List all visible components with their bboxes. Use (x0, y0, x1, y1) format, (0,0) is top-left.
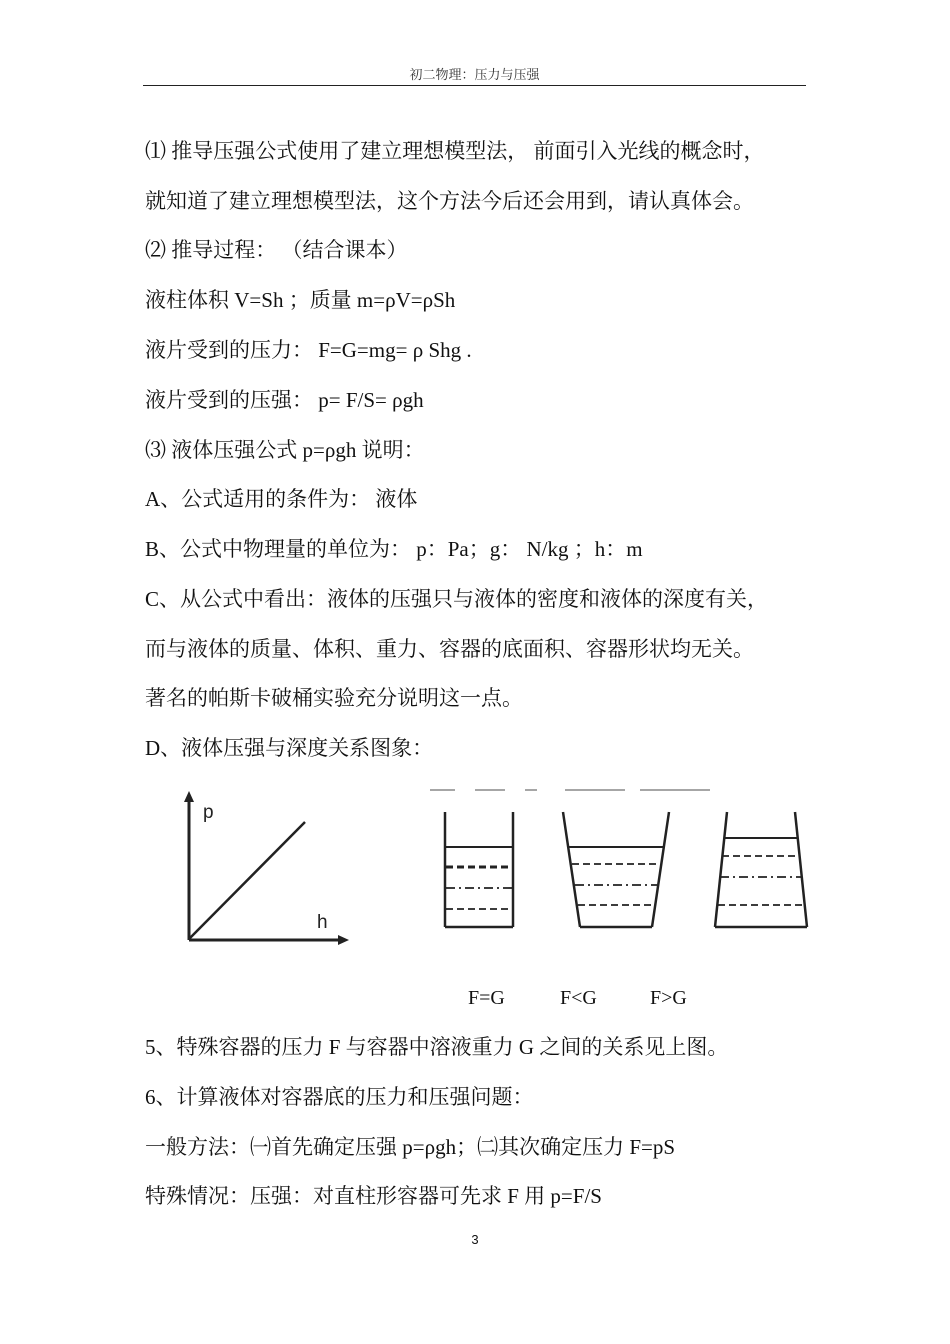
body-line: 特殊情况：压强：对直柱形容器可先求 F 用 p=F/S (145, 1184, 602, 1208)
body-line: 液柱体积 V=Sh ；质量 m=ρV=ρSh (145, 288, 456, 312)
wide-top-container (563, 812, 669, 927)
y-axis-arrow (184, 791, 194, 802)
body-line: ⑵ 推导过程： （结合课本） (145, 238, 408, 262)
body-line: A、公式适用的条件为： 液体 (145, 487, 418, 511)
body-line: 著名的帕斯卡破桶实验充分说明这一点。 (145, 686, 523, 710)
caption-equal: F=G (468, 987, 505, 1009)
body-line: ⑴ 推导压强公式使用了建立理想模型法， 前面引入光线的概念时， (145, 139, 765, 163)
body-line: C、从公式中看出：液体的压强只与液体的密度和液体的深度有关， (145, 587, 769, 611)
body-line: ⑶ 液体压强公式 p=ρgh 说明： (145, 438, 425, 462)
page-header: 初二物理：压力与压强 (409, 67, 540, 82)
containers-figure (425, 785, 815, 935)
x-axis-label: h (317, 912, 328, 933)
body-line: 6、计算液体对容器底的压力和压强问题： (145, 1085, 534, 1109)
body-line: 就知道了建立理想模型法，这个方法今后还会用到，请认真体会。 (145, 189, 754, 213)
body-line: 5、特殊容器的压力 F 与容器中溶液重力 G 之间的关系见上图。 (145, 1035, 729, 1059)
y-axis-label: p (203, 802, 214, 823)
narrow-top-container (715, 812, 807, 927)
body-line: 一般方法：㈠首先确定压强 p=ρgh；㈡其次确定压力 F=pS (145, 1135, 676, 1159)
pressure-depth-graph (175, 788, 365, 953)
body-line: B、公式中物理量的单位为： p：Pa；g： N/kg ；h：m (145, 537, 643, 561)
caption-less: F<G (560, 987, 597, 1009)
body-line: 液片受到的压强： p= F/S= ρgh (145, 388, 424, 412)
body-line: D、液体压强与深度关系图象： (145, 736, 434, 760)
x-axis-arrow (338, 935, 349, 945)
p-h-line (190, 822, 305, 938)
caption-greater: F>G (650, 987, 687, 1009)
body-line: 液片受到的压力： F=G=mg= ρ Shg . (145, 338, 472, 362)
header-rule (143, 85, 806, 86)
body-line: 而与液体的质量、体积、重力、容器的底面积、容器形状均无关。 (145, 637, 754, 661)
page-number: 3 (471, 1232, 479, 1247)
straight-container (445, 812, 513, 927)
